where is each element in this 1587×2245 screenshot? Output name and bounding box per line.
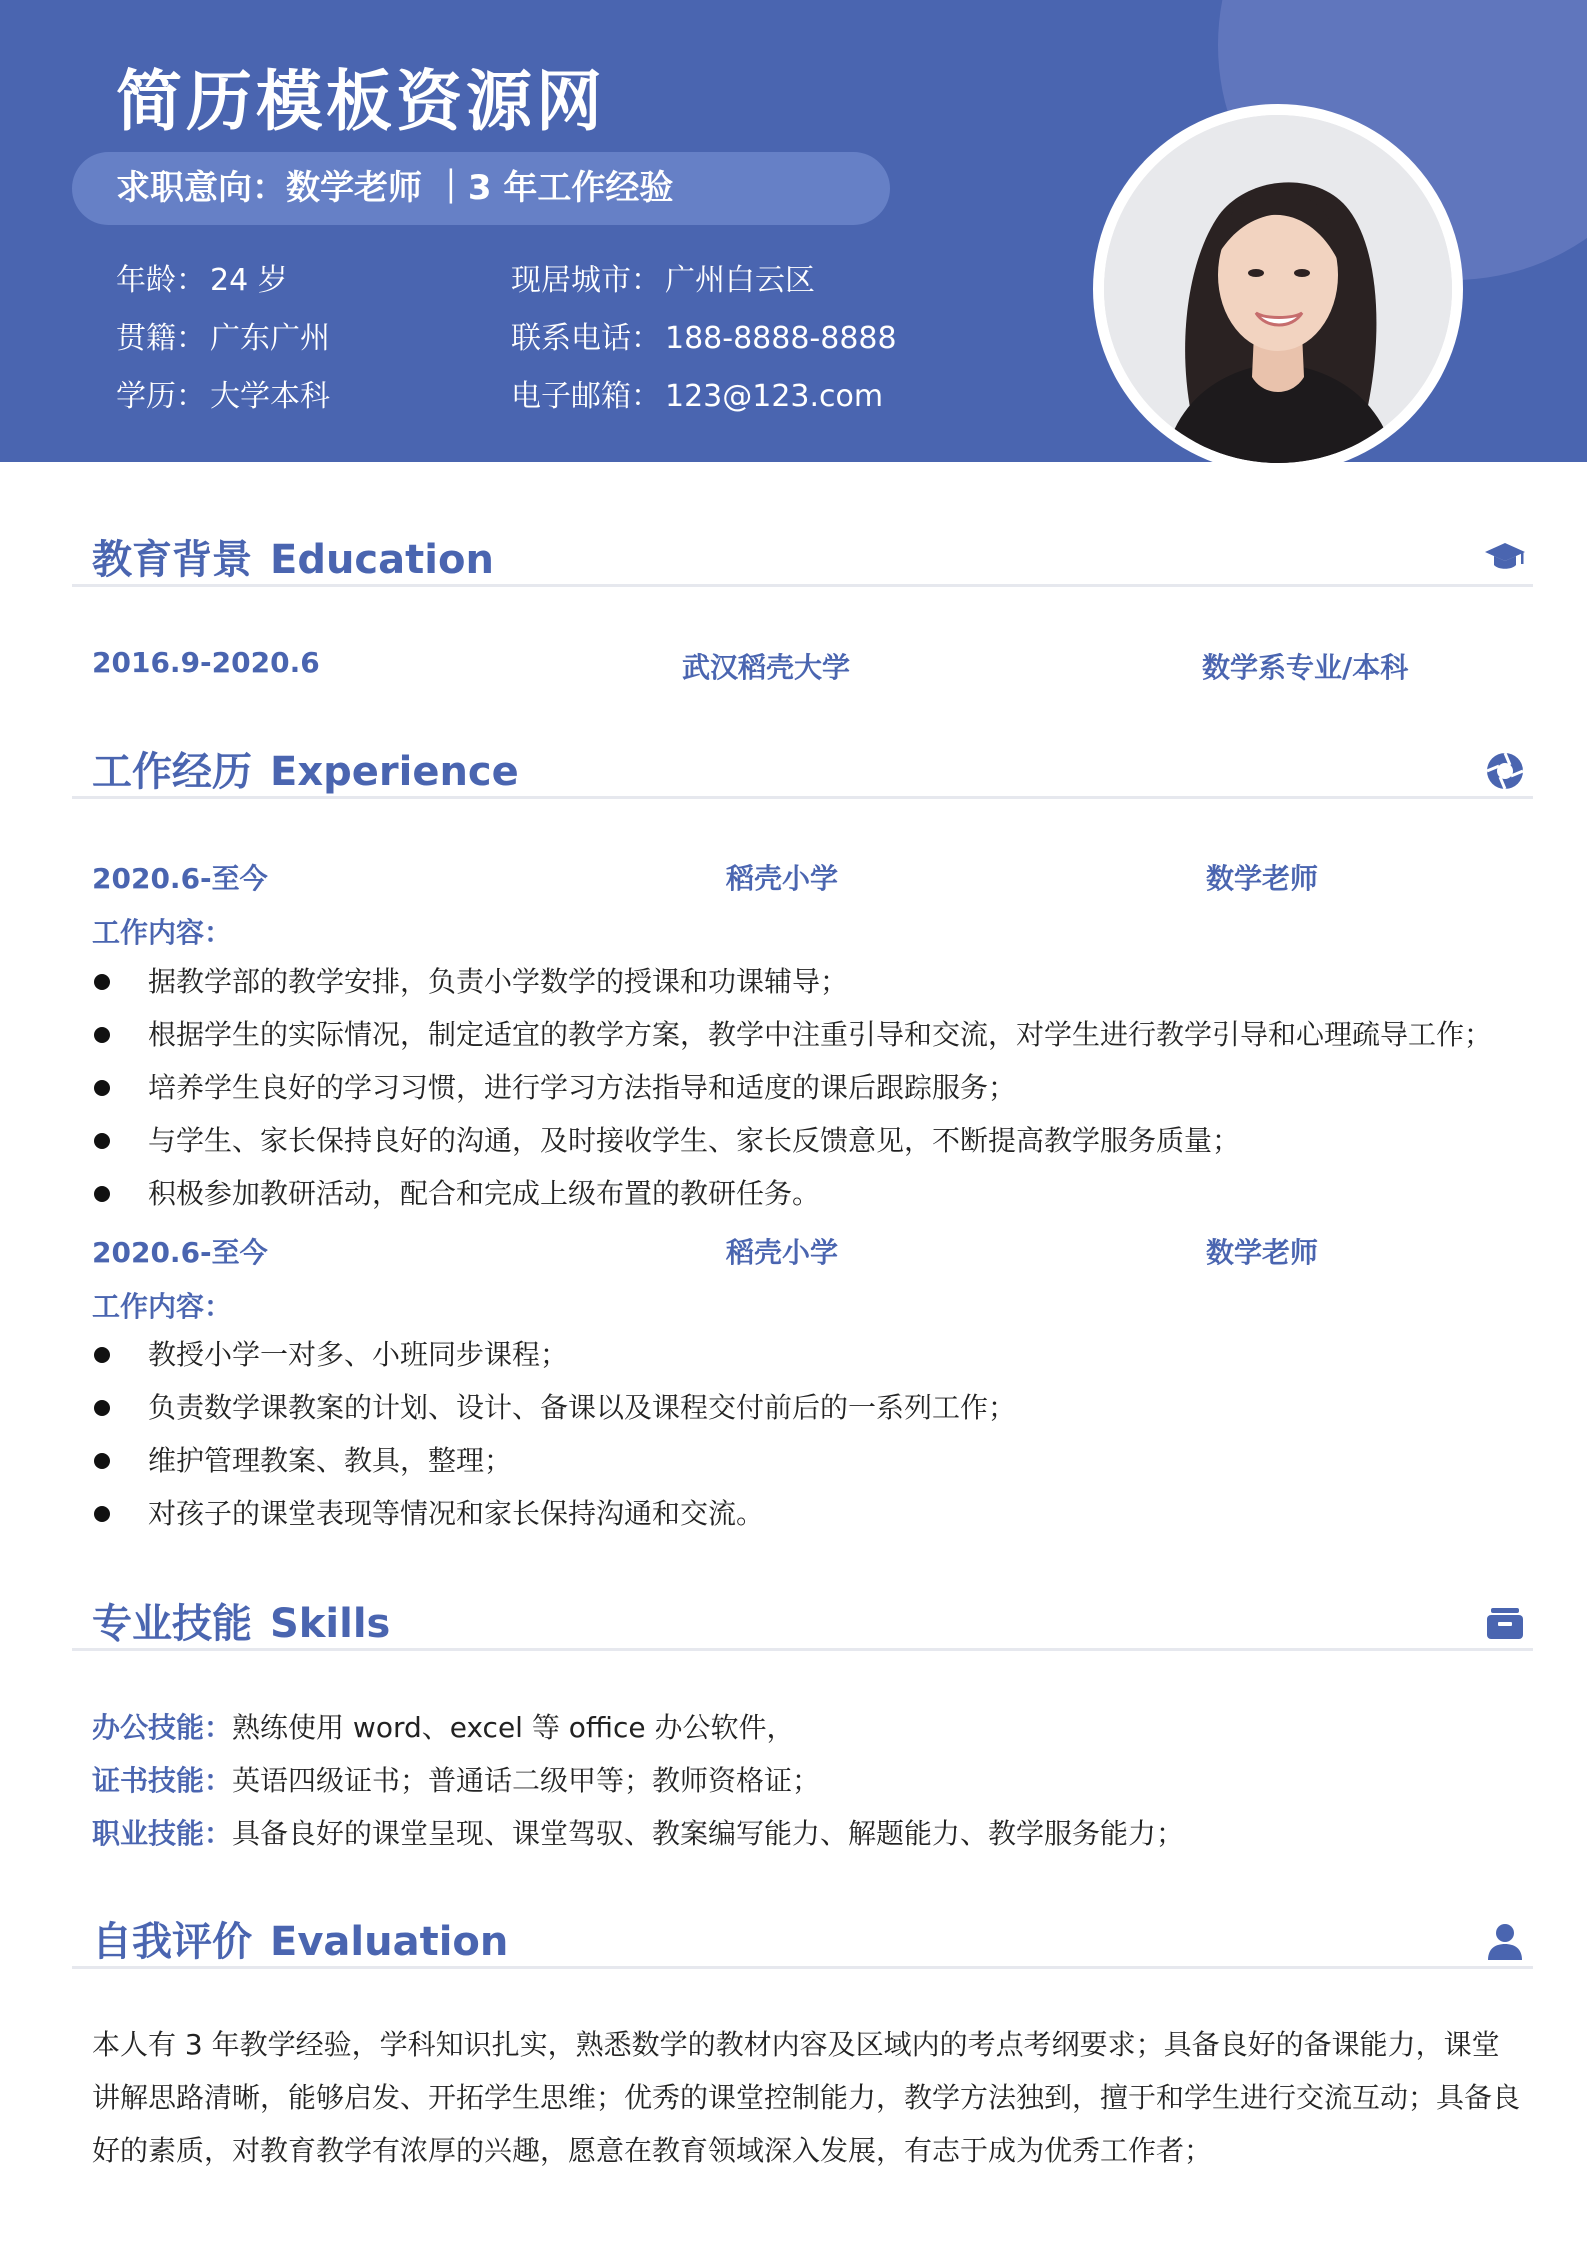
job-content-label: 工作内容：	[92, 916, 233, 949]
toolbox-icon	[1484, 1602, 1526, 1644]
bullet-dot	[94, 1506, 110, 1522]
job-role: 数学老师	[1206, 862, 1319, 895]
section-title-skills	[92, 1592, 390, 1649]
duty-text: 据教学部的教学安排，负责小学数学的授课和功课辅导；	[148, 965, 849, 998]
bullet-dot	[94, 1027, 110, 1043]
info-value: 24 岁	[210, 263, 288, 298]
info-value: 123@123.com	[665, 379, 884, 414]
info-label: 学历：	[116, 379, 206, 414]
section-title-education	[92, 528, 494, 585]
list-item	[92, 1167, 1532, 1220]
section-title-cn: 自我评价	[92, 1919, 252, 1965]
section-divider	[72, 584, 1533, 587]
info-label: 现居城市：	[511, 263, 661, 298]
info-value: 广州白云区	[665, 263, 815, 298]
skill-professional	[92, 1807, 1184, 1860]
job-org: 稻壳小学	[726, 1236, 839, 1269]
info-education	[116, 375, 330, 419]
info-value: 广东广州	[210, 321, 330, 356]
info-label: 电子邮箱：	[511, 379, 661, 414]
info-native-place	[116, 317, 330, 361]
job-content-label: 工作内容：	[92, 1290, 233, 1323]
list-item	[92, 1061, 1532, 1114]
candidate-name: 简历模板资源网	[116, 63, 606, 140]
list-item	[92, 1008, 1532, 1061]
skill-office	[92, 1701, 794, 1754]
duty-text: 负责数学课教案的计划、设计、备课以及课程交付前后的一系列工作；	[148, 1391, 1017, 1424]
duty-text: 培养学生良好的学习习惯，进行学习方法指导和适度的课后跟踪服务；	[148, 1071, 1017, 1104]
education-major: 数学系专业/本科	[1202, 651, 1409, 684]
graduation-cap-icon	[1484, 535, 1526, 577]
list-item	[92, 1114, 1532, 1167]
section-title-en: Education	[270, 537, 494, 583]
self-evaluation-text: 本人有 3 年教学经验，学科知识扎实，熟悉数学的教材内容及区域内的考点考纲要求；具备良好的备课能力，课堂讲解思路清晰，能够启发、开拓学生思维；优秀的课堂控制能力，教学方法独到，擅于和学生进行交流互动；具备良好的素质，对教育教学有浓厚的兴趣，愿意在教育领域深入发展，有志于成为优秀工作者；	[92, 2028, 1521, 2167]
section-title-cn: 工作经历	[92, 749, 252, 795]
list-item	[92, 1487, 1532, 1540]
list-item	[92, 955, 1532, 1008]
list-item	[92, 1328, 1532, 1381]
skill-key: 职业技能：	[92, 1817, 233, 1850]
section-title-en: Evaluation	[270, 1919, 509, 1965]
info-phone	[511, 317, 897, 361]
section-title-evaluation	[92, 1910, 508, 1967]
bullet-dot	[94, 1400, 110, 1416]
aperture-icon	[1484, 750, 1526, 792]
bullet-dot	[94, 1133, 110, 1149]
info-city	[511, 259, 815, 303]
job-date: 2020.6-至今	[92, 862, 268, 895]
avatar-photo	[1104, 115, 1452, 463]
section-title-experience	[92, 740, 519, 797]
job-duty-list	[92, 955, 1532, 1220]
bullet-dot	[94, 1347, 110, 1363]
info-age	[116, 259, 288, 303]
duty-text: 教授小学一对多、小班同步课程；	[148, 1338, 569, 1371]
info-email	[511, 375, 883, 419]
job-date: 2020.6-至今	[92, 1236, 268, 1269]
education-date: 2016.9-2020.6	[92, 646, 320, 679]
info-label: 贯籍：	[116, 321, 206, 356]
section-divider	[72, 796, 1533, 799]
bullet-dot	[94, 1453, 110, 1469]
info-value: 188-8888-8888	[665, 321, 897, 356]
section-title-cn: 专业技能	[92, 1601, 252, 1647]
info-value: 大学本科	[210, 379, 330, 414]
duty-text: 积极参加教研活动，配合和完成上级布置的教研任务。	[148, 1177, 821, 1210]
duty-text: 维护管理教案、教具，整理；	[148, 1444, 513, 1477]
list-item	[92, 1381, 1532, 1434]
job-org: 稻壳小学	[726, 862, 839, 895]
duty-text: 根据学生的实际情况，制定适宜的教学方案，教学中注重引导和交流，对学生进行教学引导和心理疏导工作；	[148, 1018, 1493, 1051]
info-label: 年龄：	[116, 263, 206, 298]
skill-key: 办公技能：	[92, 1711, 233, 1744]
bullet-dot	[94, 1186, 110, 1202]
education-school: 武汉稻壳大学	[682, 651, 851, 684]
skill-value: 英语四级证书；普通话二级甲等；教师资格证；	[232, 1764, 821, 1797]
duty-text: 与学生、家长保持良好的沟通，及时接收学生、家长反馈意见，不断提高教学服务质量；	[148, 1124, 1241, 1157]
section-divider	[72, 1648, 1533, 1651]
list-item	[92, 1434, 1532, 1487]
job-duty-list	[92, 1328, 1532, 1540]
skill-key: 证书技能：	[92, 1764, 233, 1797]
bullet-dot	[94, 974, 110, 990]
skill-certificate	[92, 1754, 820, 1807]
info-label: 联系电话：	[511, 321, 661, 356]
section-title-en: Skills	[270, 1601, 391, 1647]
duty-text: 对孩子的课堂表现等情况和家长保持沟通和交流。	[148, 1497, 765, 1530]
person-icon	[1484, 1920, 1526, 1962]
section-divider	[72, 1966, 1533, 1969]
job-role: 数学老师	[1206, 1236, 1319, 1269]
section-title-en: Experience	[270, 749, 519, 795]
skill-value: 熟练使用 word、excel 等 office 办公软件，	[232, 1711, 795, 1744]
skill-value: 具备良好的课堂呈现、课堂驾驭、教案编写能力、解题能力、教学服务能力；	[232, 1817, 1185, 1850]
section-title-cn: 教育背景	[92, 537, 252, 583]
job-intent-pill: 求职意向：数学老师 ｜3 年工作经验	[72, 152, 890, 225]
bullet-dot	[94, 1080, 110, 1096]
